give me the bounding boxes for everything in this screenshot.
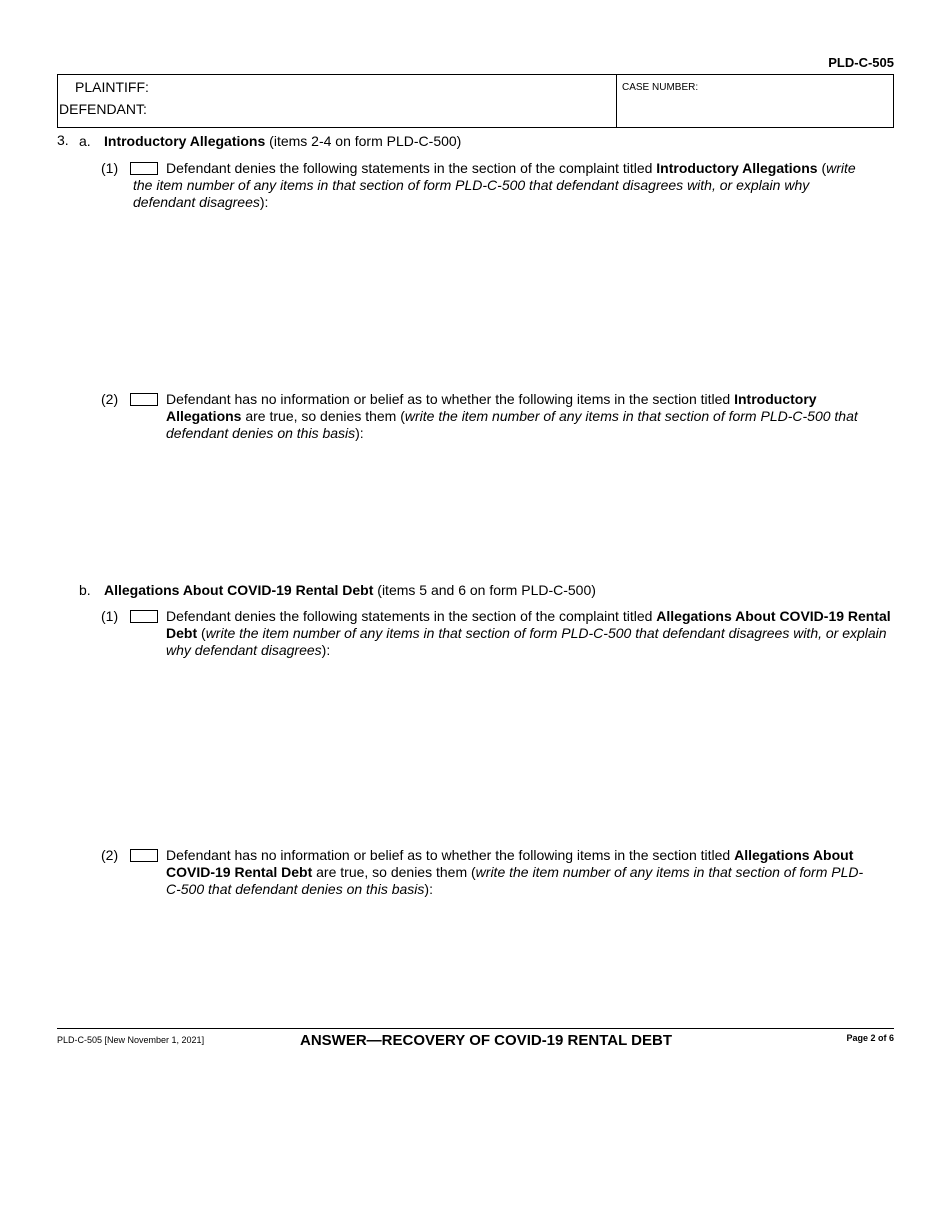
item-b-title: Allegations About COVID-19 Rental Debt	[104, 582, 374, 598]
item-number: 3.	[57, 132, 69, 148]
footer-form-title: ANSWER—RECOVERY OF COVID-19 RENTAL DEBT	[300, 1032, 672, 1049]
item-b1-paren-open: (	[197, 625, 206, 641]
item-b2-checkbox[interactable]	[130, 849, 158, 862]
item-b-title-suffix: (items 5 and 6 on form PLD-C-500)	[373, 582, 596, 598]
item-b2-text-plain-2: are true, so denies them (	[312, 864, 476, 880]
item-a-title: Introductory Allegations	[104, 133, 266, 149]
item-b1-instructions: write the item number of any items in that section of form PLD-C-500 that defendant disagrees with, or explain why defendant disagrees	[166, 625, 887, 658]
item-a1-number: (1)	[101, 160, 119, 176]
item-b1-text	[166, 608, 894, 659]
party-names-box	[58, 75, 617, 127]
item-b2-close: ):	[424, 881, 433, 897]
item-a-letter: a.	[79, 133, 91, 149]
item-b2-number: (2)	[101, 847, 119, 863]
footer-form-revision: PLD-C-505 [New November 1, 2021]	[57, 1035, 205, 1045]
item-a1-text	[133, 160, 863, 211]
item-b2-text	[166, 847, 866, 898]
item-b1-checkbox[interactable]	[130, 610, 158, 623]
item-a2-text	[166, 391, 866, 442]
item-a1-text-plain: Defendant denies the following statements in the section of the complaint titled	[166, 160, 657, 176]
item-a1-instructions: write the item number of any items in that section of form PLD-C-500 that defendant disagrees with, or explain why defendant disagrees	[133, 160, 856, 210]
item-a2-checkbox[interactable]	[130, 393, 158, 406]
item-a2-text-plain: Defendant has no information or belief as to whether the following items in the section titled	[166, 391, 735, 407]
case-caption	[57, 74, 894, 128]
item-a1-bold: Introductory Allegations	[656, 160, 818, 176]
item-b1-number: (1)	[101, 608, 119, 624]
item-a2-instructions: write the item number of any items in that section of form PLD-C-500 that defendant denies on this basis	[166, 408, 858, 441]
item-a2-text-plain-2: are true, so denies them (	[241, 408, 405, 424]
item-b-heading	[104, 582, 894, 599]
item-b2-text-plain: Defendant has no information or belief as to whether the following items in the section titled	[166, 847, 735, 863]
case-number-label: CASE NUMBER:	[622, 82, 699, 93]
item-b-letter: b.	[79, 582, 91, 598]
item-b2-instructions: write the item number of any items in that section of form PLD-C-500 that defendant denies on this basis	[166, 864, 864, 897]
footer-rule	[57, 1028, 894, 1029]
footer-page-number: Page 2 of 6	[846, 1033, 894, 1043]
item-b1-bold: Allegations About COVID-19 Rental Debt	[166, 608, 891, 641]
item-a-heading	[104, 133, 894, 150]
item-b1-close: ):	[321, 642, 331, 658]
item-b1-text-plain: Defendant denies the following statements in the section of the complaint titled	[166, 608, 657, 624]
item-a2-bold: Introductory Allegations	[166, 391, 817, 424]
item-a-title-suffix: (items 2-4 on form PLD-C-500)	[265, 133, 462, 149]
form-id: PLD-C-505	[828, 55, 894, 70]
plaintiff-label: PLAINTIFF:	[75, 79, 149, 95]
item-a2-number: (2)	[101, 391, 119, 407]
item-a2-close: ):	[355, 425, 364, 441]
defendant-label: DEFENDANT:	[59, 101, 147, 117]
item-b2-bold: Allegations About COVID-19 Rental Debt	[166, 847, 854, 880]
item-a1-paren-open: (	[821, 160, 827, 176]
item-a1-close: ):	[259, 194, 269, 210]
